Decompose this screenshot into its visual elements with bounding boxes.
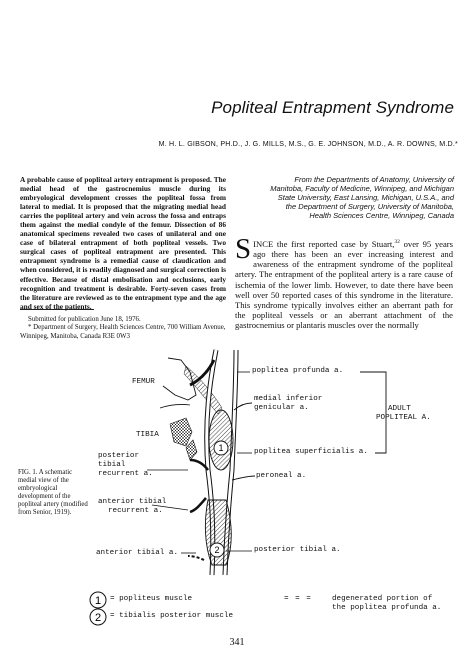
- label-line: POPLITEAL A.: [376, 414, 431, 422]
- label-line: genicular a.: [254, 404, 309, 412]
- caption-label: FIG. 1.: [18, 469, 38, 476]
- legend-text-2: = tibialis posterior muscle: [110, 612, 234, 620]
- body-text-a: the first reported case by Stuart,: [273, 238, 395, 249]
- body-text-b: over 95 years ago there has been an ever increasing interest and awareness of the entrapment syndrome of the popliteal artery. The entrapment of the popliteal artery is a rare cause of ischemia of the lower limb. However, to date there have been well over 50 reported cases of this syndrome in the literature. This syndrome typically involves either an aberrant path for the popliteal vessels or an aberrant attachment of the gastrocnemius or plantaris muscles over the normally: [235, 238, 453, 331]
- label-line: ADULT: [388, 405, 411, 413]
- anterior-recurrent-branch: [190, 498, 206, 512]
- label-femur: FEMUR: [132, 378, 155, 386]
- affiliation-line: Health Sciences Centre, Winnipeg, Canada: [309, 211, 454, 221]
- lead-word: INCE: [253, 238, 274, 249]
- affiliation-line: State University, East Lansing, Michigan, U.S.A., and: [277, 193, 454, 203]
- marker-2: 2: [214, 545, 220, 555]
- label-tibia: TIBIA: [136, 431, 159, 439]
- femur-condyle: [160, 404, 190, 408]
- caption-text: A schematic medial view of the embryological development of the popliteal artery (modified from Senior, 1919).: [18, 469, 88, 517]
- label-anterior-tibial-recurrent: [98, 498, 166, 516]
- department-note: * Department of Surgery, Health Sciences Centre, 700 William Avenue, Winnipeg, Manitoba, Canada R3E 0W3: [20, 324, 226, 340]
- reference-number: 32: [394, 239, 400, 245]
- legend-text-1: = popliteus muscle: [110, 595, 193, 603]
- drop-cap: S: [235, 233, 252, 265]
- affiliation-line: Manitoba, Faculty of Medicine, Winnipeg, and Michigan: [270, 184, 454, 194]
- label-anterior-tibial: anterior tibial a.: [96, 549, 179, 557]
- legend-dash-text: [332, 595, 441, 613]
- label-poplitea-profunda: poplitea profunda a.: [252, 367, 344, 375]
- author-line: M. H. L. GIBSON, PH.D., J. G. MILLS, M.S., G. E. JOHNSON, M.D., A. R. DOWNS, M.D.*: [158, 140, 458, 148]
- affiliation-line: the Department of Surgery, University of Manitoba,: [285, 202, 454, 212]
- legend-dash-symbol: = = =: [284, 595, 312, 603]
- label-line: medial inferior: [254, 395, 323, 403]
- label-line: recurrent a.: [108, 507, 163, 515]
- label-line: anterior tibial: [98, 498, 167, 506]
- label-line: tibial: [98, 461, 126, 469]
- label-line: degenerated portion of: [332, 595, 433, 603]
- submitted-note: Submitted for publication June 18, 1976.: [28, 316, 141, 323]
- tibia-shape: [170, 418, 192, 446]
- label-poplitea-superficialis: poplitea superficialis a.: [254, 448, 368, 456]
- page-number: 341: [229, 637, 245, 648]
- peroneal-branch: [232, 476, 255, 480]
- legend-number-1: 1: [94, 595, 102, 607]
- label-adult-popliteal: [376, 405, 431, 423]
- abstract: A probable cause of popliteal artery entrapment is proposed. The medial head of the gastrocnemius muscle during its embryological development crosses the popliteal fossa from lateral to medial. It is proposed that the migrating medial head carries the popliteal artery and vein across the fossa and entraps them against the medial condyle of the femur. Dissection of 86 anatomical specimens revealed two cases of unilateral and one case of bilateral entrapment of both popliteal vessels. Two surgical cases of popliteal entrapment are presented. This entrapment syndrome is a remedial cause of claudication and when considered, it is readily diagnosed and surgical correction is effective. Because of distal embolisation and occlusions, early recognition and treatment is desirable. Forty-seven cases from the literature are reviewed as to the entrapment type and the age and sex of the patients.: [20, 175, 226, 311]
- label-posterior-tibial-recurrent: [98, 452, 153, 479]
- affiliation-line: From the Departments of Anatomy, University of: [294, 175, 454, 184]
- label-line: the poplitea profunda a.: [332, 604, 442, 612]
- degenerated-segment: [188, 556, 204, 560]
- label-peroneal: peroneal a.: [256, 472, 307, 480]
- label-line: posterior: [98, 452, 140, 460]
- popliteus-muscle: [209, 410, 233, 470]
- label-medial-inferior-genicular: [254, 395, 322, 413]
- label-posterior-tibial: posterior tibial a.: [254, 546, 341, 554]
- fibula-shape: [186, 440, 197, 460]
- marker-1: 1: [218, 443, 224, 453]
- label-line: recurrent a.: [98, 470, 153, 478]
- article-title: Popliteal Entrapment Syndrome: [211, 98, 454, 117]
- legend-number-2: 2: [94, 612, 102, 624]
